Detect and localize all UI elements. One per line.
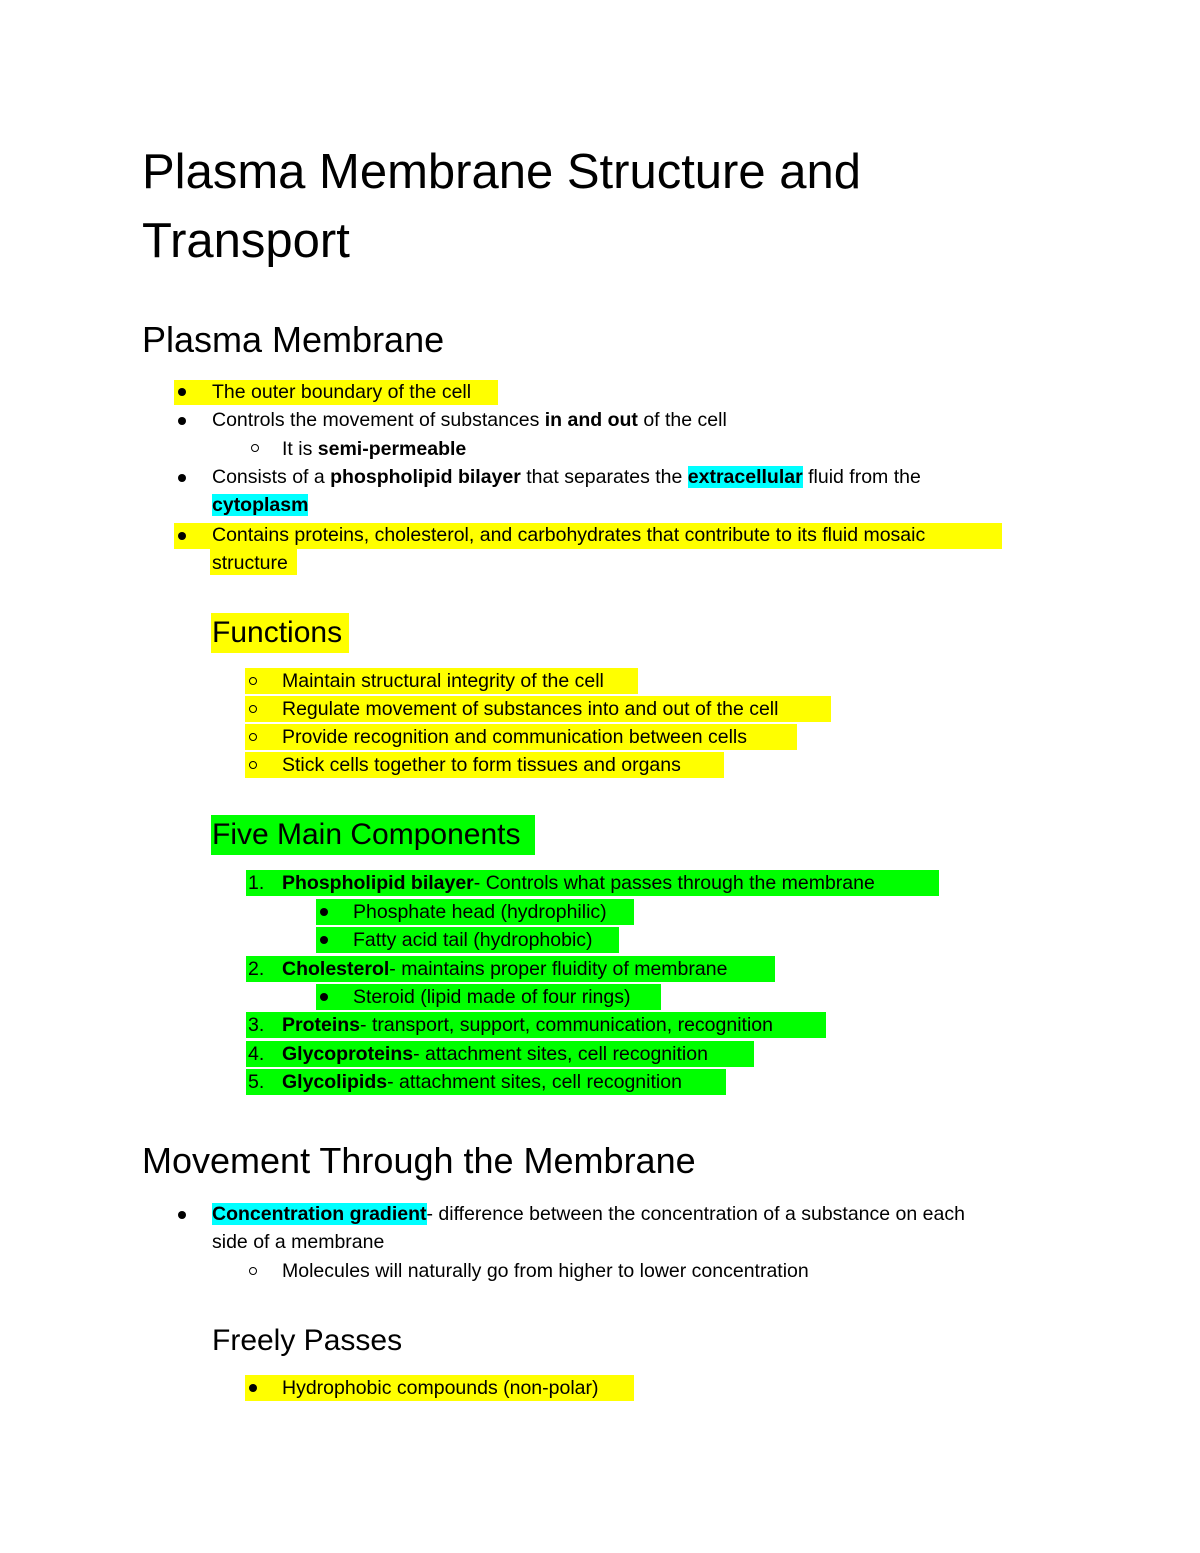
list-item: Cholesterol- maintains proper fluidity of membrane	[282, 958, 728, 980]
list-item: Contains proteins, cholesterol, and carbohydrates that contribute to its fluid mosaic	[212, 524, 926, 546]
list-number: 1.	[248, 872, 265, 894]
list-item: Phosphate head (hydrophilic)	[353, 901, 607, 923]
list-item: Steroid (lipid made of four rings)	[353, 986, 631, 1008]
subheading-five-main-components: Five Main Components	[212, 818, 521, 851]
circle-bullet-icon	[249, 677, 257, 685]
list-item: Provide recognition and communication between cells	[282, 726, 748, 748]
bullet-icon	[178, 1211, 186, 1219]
section-heading-plasma-membrane: Plasma Membrane	[142, 319, 445, 360]
bullet-icon	[320, 993, 328, 1001]
list-item: Regulate movement of substances into and out of the cell	[282, 698, 779, 720]
list-item: Fatty acid tail (hydrophobic)	[353, 929, 593, 951]
bullet-icon	[178, 388, 186, 396]
section-heading-movement: Movement Through the Membrane	[142, 1140, 696, 1181]
circle-bullet-icon	[249, 1267, 257, 1275]
subheading-functions: Functions	[212, 616, 343, 649]
list-item: Concentration gradient- difference between the concentration of a substance on each	[212, 1203, 965, 1225]
circle-bullet-icon	[249, 761, 257, 769]
list-number: 2.	[248, 958, 265, 980]
bullet-icon	[178, 474, 186, 482]
list-number: 4.	[248, 1043, 265, 1065]
bullet-icon	[320, 936, 328, 944]
subheading-freely-passes: Freely Passes	[212, 1324, 403, 1357]
list-item: Stick cells together to form tissues and organs	[282, 754, 681, 776]
bullet-icon	[178, 532, 186, 540]
circle-bullet-icon	[249, 705, 257, 713]
bullet-icon	[178, 417, 186, 425]
bullet-icon	[249, 1384, 257, 1392]
list-item: Maintain structural integrity of the cell	[282, 670, 604, 692]
list-item: Glycoproteins- attachment sites, cell recognition	[282, 1043, 708, 1065]
list-item: Molecules will naturally go from higher to lower concentration	[282, 1260, 809, 1282]
list-number: 3.	[248, 1014, 265, 1036]
list-item: Phospholipid bilayer- Controls what passes through the membrane	[282, 872, 875, 894]
list-item-continued: side of a membrane	[212, 1231, 385, 1253]
list-item-continued: structure	[212, 552, 288, 574]
page-title-line2: Transport	[142, 214, 350, 268]
list-item: The outer boundary of the cell	[212, 381, 472, 403]
list-item: Consists of a phospholipid bilayer that separates the extracellular fluid from the	[212, 466, 921, 488]
list-item: Glycolipids- attachment sites, cell recognition	[282, 1071, 682, 1093]
bullet-icon	[320, 908, 328, 916]
circle-bullet-icon	[251, 444, 259, 452]
list-item: Controls the movement of substances in and out of the cell	[212, 409, 727, 431]
list-number: 5.	[248, 1071, 265, 1093]
page-title-line1: Plasma Membrane Structure and	[142, 145, 861, 199]
list-item-continued: cytoplasm	[212, 494, 309, 516]
list-item: It is semi-permeable	[282, 438, 467, 460]
list-item: Proteins- transport, support, communication, recognition	[282, 1014, 773, 1036]
circle-bullet-icon	[249, 733, 257, 741]
list-item: Hydrophobic compounds (non-polar)	[282, 1377, 599, 1399]
